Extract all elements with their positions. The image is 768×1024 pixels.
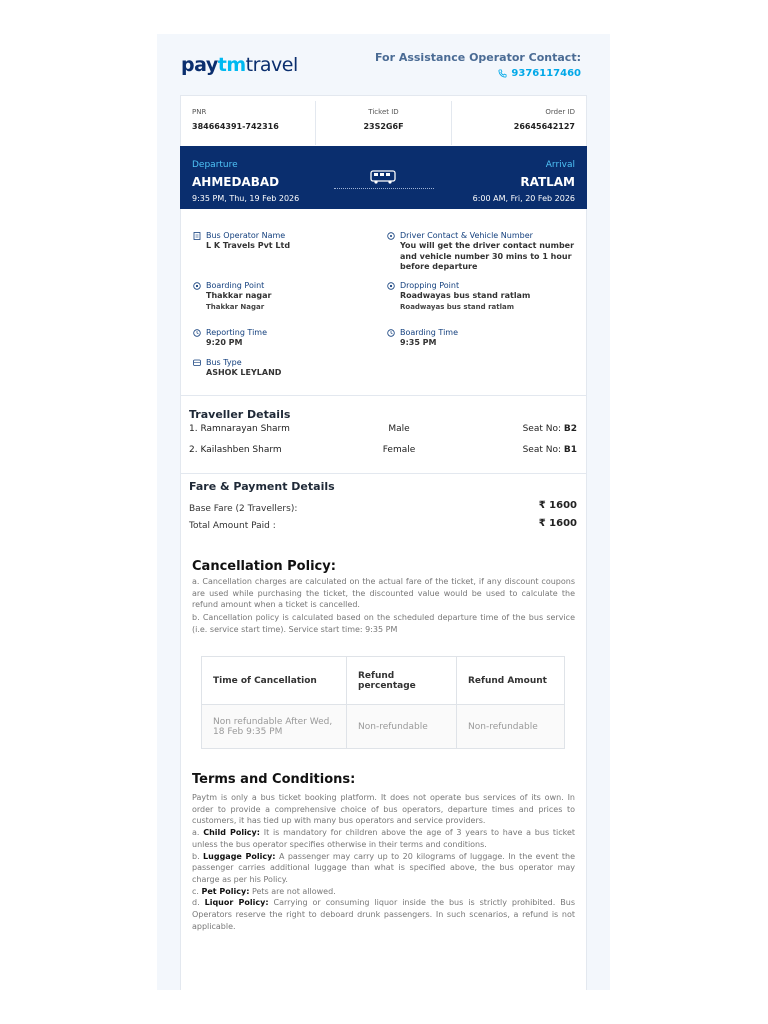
bus-type-value: ASHOK LEYLAND [206,368,282,377]
boarding-time: Boarding Time 9:35 PM [387,328,577,349]
table-header: Refund Amount [457,657,565,705]
fare-details-title: Fare & Payment Details [189,480,335,493]
departure-city: AHMEDABAD [192,175,280,189]
departure-time: 9:35 PM, Thu, 19 Feb 2026 [192,194,300,203]
pnr-value: 384664391-742316 [192,122,279,131]
boarding-time-value: 9:35 PM [400,338,437,347]
location-icon [193,282,201,290]
paytm-travel-logo: paytmtravel [181,54,298,76]
reporting-time-value: 9:20 PM [206,338,243,347]
divider [180,473,587,474]
clock-icon [387,329,395,337]
location-icon [387,282,395,290]
bus-operator: Bus Operator Name L K Travels Pvt Ltd [193,231,378,252]
route-dotted-line [334,188,434,189]
cancellation-text-a: a. Cancellation charges are calculated on the actual fare of the ticket, if any discount coupons are used while purchasing the ticket, the discounted value would be used to calculate the refund amount when a ticket is cancelled. [192,577,575,610]
table-header: Time of Cancellation [202,657,347,705]
bus-type: Bus Type ASHOK LEYLAND [193,358,378,379]
departure-label: Departure [192,160,238,170]
phone-icon [498,69,507,78]
arrival-label: Arrival [545,160,575,170]
steering-wheel-icon [387,232,395,240]
driver-contact: Driver Contact & Vehicle Number You will get the driver contact number and vehicle number 30 mins to 1 hour before departure [387,231,577,273]
operator-name: L K Travels Pvt Ltd [206,241,291,250]
arrival-time: 6:00 AM, Fri, 20 Feb 2026 [472,194,575,203]
boarding-point-sub: Thakkar Nagar [206,302,265,311]
ticket-id-cell: Ticket ID 23S2G6F [315,101,451,145]
dropping-point-value: Roadwayas bus stand ratlam [400,291,531,300]
assistance-title: For Assistance Operator Contact: [374,51,581,64]
base-fare-amount: ₹ 1600 [538,500,577,511]
order-id-value: 26645642127 [513,122,575,131]
dropping-point: Dropping Point Roadwayas bus stand ratlam Roadwayas bus stand ratlam [387,281,577,312]
assistance-phone[interactable]: 9376117460 [375,68,581,79]
ticket-id-value: 23S2G6F [363,122,404,131]
driver-note: You will get the driver contact number and vehicle number 30 mins to 1 hour before departure [400,241,575,271]
boarding-point-value: Thakkar nagar [206,291,272,300]
traveller-details-title: Traveller Details [189,408,291,421]
bus-type-icon [193,359,201,367]
reporting-time: Reporting Time 9:20 PM [193,328,378,349]
total-paid-amount: ₹ 1600 [538,518,577,529]
arrival-city: RATLAM [520,175,575,189]
terms-title: Terms and Conditions: [192,772,356,787]
table-row: Non refundable After Wed, 18 Feb 9:35 PM Non-refundable Non-refundable [202,705,565,749]
pnr-cell: PNR 384664391-742316 [180,101,315,145]
divider [180,395,587,396]
order-id-cell: Order ID 26645642127 [451,101,587,145]
cancellation-policy-title: Cancellation Policy: [192,559,336,574]
table-header: Refund percentage [347,657,457,705]
bus-icon [370,170,396,184]
terms-text: Paytm is only a bus ticket booking platform. It does not operate bus services of its own. In order to provide a comprehensive choice of bus operators, departure times and prices to customers, it has tied up with many bus operators and service providers. a. Child Policy: It is mandatory for children above the age of 3 years to have a bus ticket unless the bus operator specifies otherwise in their terms and conditions. b. Luggage Policy: A passenger may carry up to 20 kilograms of luggage. In the event the passenger carries additional luggage than what is specified above, the bus operator may charge as per his Policy. c. Pet Policy: Pets are not allowed. d. Liquor Policy: Carrying or consuming liquor inside the bus is strictly prohibited. Bus Operators reserve the right to deboard drunk passengers. In such scenarios, a refund is not applicable. [192,793,576,931]
assistance-contact [375,51,581,79]
clock-icon [193,329,201,337]
dropping-point-sub: Roadwayas bus stand ratlam [400,302,515,311]
journey-band [180,146,587,209]
boarding-point: Boarding Point Thakkar nagar Thakkar Nagar [193,281,378,312]
cancellation-table [201,656,565,749]
cancellation-text-b: b. Cancellation policy is calculated based on the scheduled departure time of the bus service (i.e. service start time). Service start time: 9:35 PM [192,613,575,634]
document-icon [193,232,201,240]
booking-ids [180,101,587,145]
